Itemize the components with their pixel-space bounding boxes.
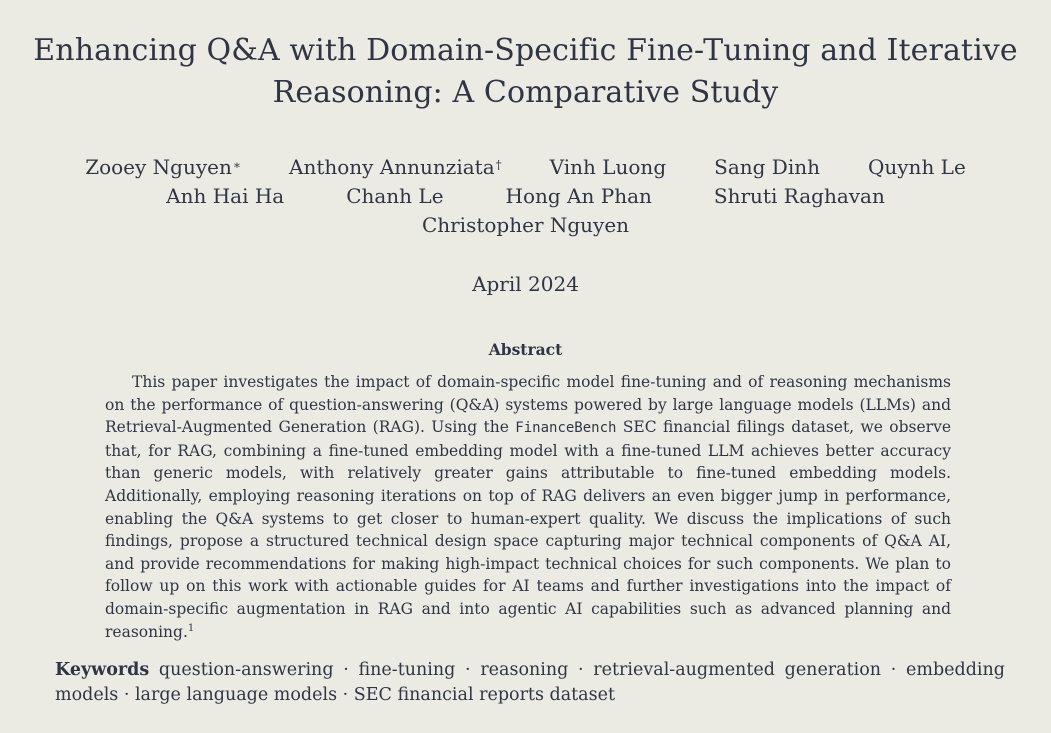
author-name: Sang Dinh (714, 155, 820, 179)
author (868, 155, 966, 179)
keywords-list: question-answering · fine-tuning · reasoning · retrieval-augmented generation · embedding models · large language models · SEC financial reports dataset (55, 660, 1005, 705)
keywords-label: Keywords (55, 660, 150, 680)
author (550, 155, 667, 179)
abstract-text-part-1: This paper investigates the impact of domain-specific model fine-tuning and of reasoning mechanisms on the performance of question-answering (Q&A) systems powered by large language models (LLMs) and Retrieval-Augmented Generation (RAG). Using the (105, 373, 951, 437)
author (289, 155, 502, 179)
author-name: Anthony Annunziata (289, 155, 495, 179)
author-name: Christopher Nguyen (421, 213, 630, 237)
author-row-2 (0, 184, 1051, 208)
author-name: Anh Hai Ha (166, 184, 285, 208)
author-name: Shruti Raghavan (713, 184, 885, 208)
author-row-1 (0, 155, 1051, 179)
author-name: Zooey Nguyen (85, 155, 232, 179)
author-name: Hong An Phan (505, 184, 652, 208)
abstract-text-part-2: SEC financial filings dataset, we observe that, for RAG, combining a fine-tuned embedding model with a fine-tuned LLM achieves better accuracy than generic models, with relatively greater gains attributable to fine-tuned embedding models. Additionally, employing reasoning iterations on top of RAG delivers an even bigger jump in performance, enabling the Q&A systems to get closer to human-expert quality. We discuss the implications of such findings, propose a structured technical design space capturing major technical components of Q&A AI, and provide recommendations for making high-impact technical choices for such components. We plan to follow up on this work with actionable guides for AI teams and further investigations into the impact of domain-specific augmentation in RAG and into agentic AI capabilities such as advanced planning and reasoning. (105, 418, 951, 641)
author-mark: † (495, 158, 502, 172)
abstract-text (105, 371, 951, 643)
footnote-marker[interactable]: 1 (187, 622, 195, 634)
author-row-3 (0, 213, 1051, 237)
author-name: Chanh Le (346, 184, 444, 208)
dataset-name: FinanceBench (515, 420, 617, 437)
paper-title: Enhancing Q&A with Domain-Specific Fine-Tuning and Iterative Reasoning: A Comparative Study (33, 33, 1018, 110)
keywords-section (55, 658, 1005, 708)
author-mark: ∗ (232, 158, 242, 172)
author (714, 155, 820, 179)
publication-date: April 2024 (472, 272, 579, 296)
author (85, 155, 241, 179)
author-name: Vinh Luong (549, 155, 667, 179)
author-name: Quynh Le (867, 155, 966, 179)
abstract-heading: Abstract (488, 340, 563, 359)
